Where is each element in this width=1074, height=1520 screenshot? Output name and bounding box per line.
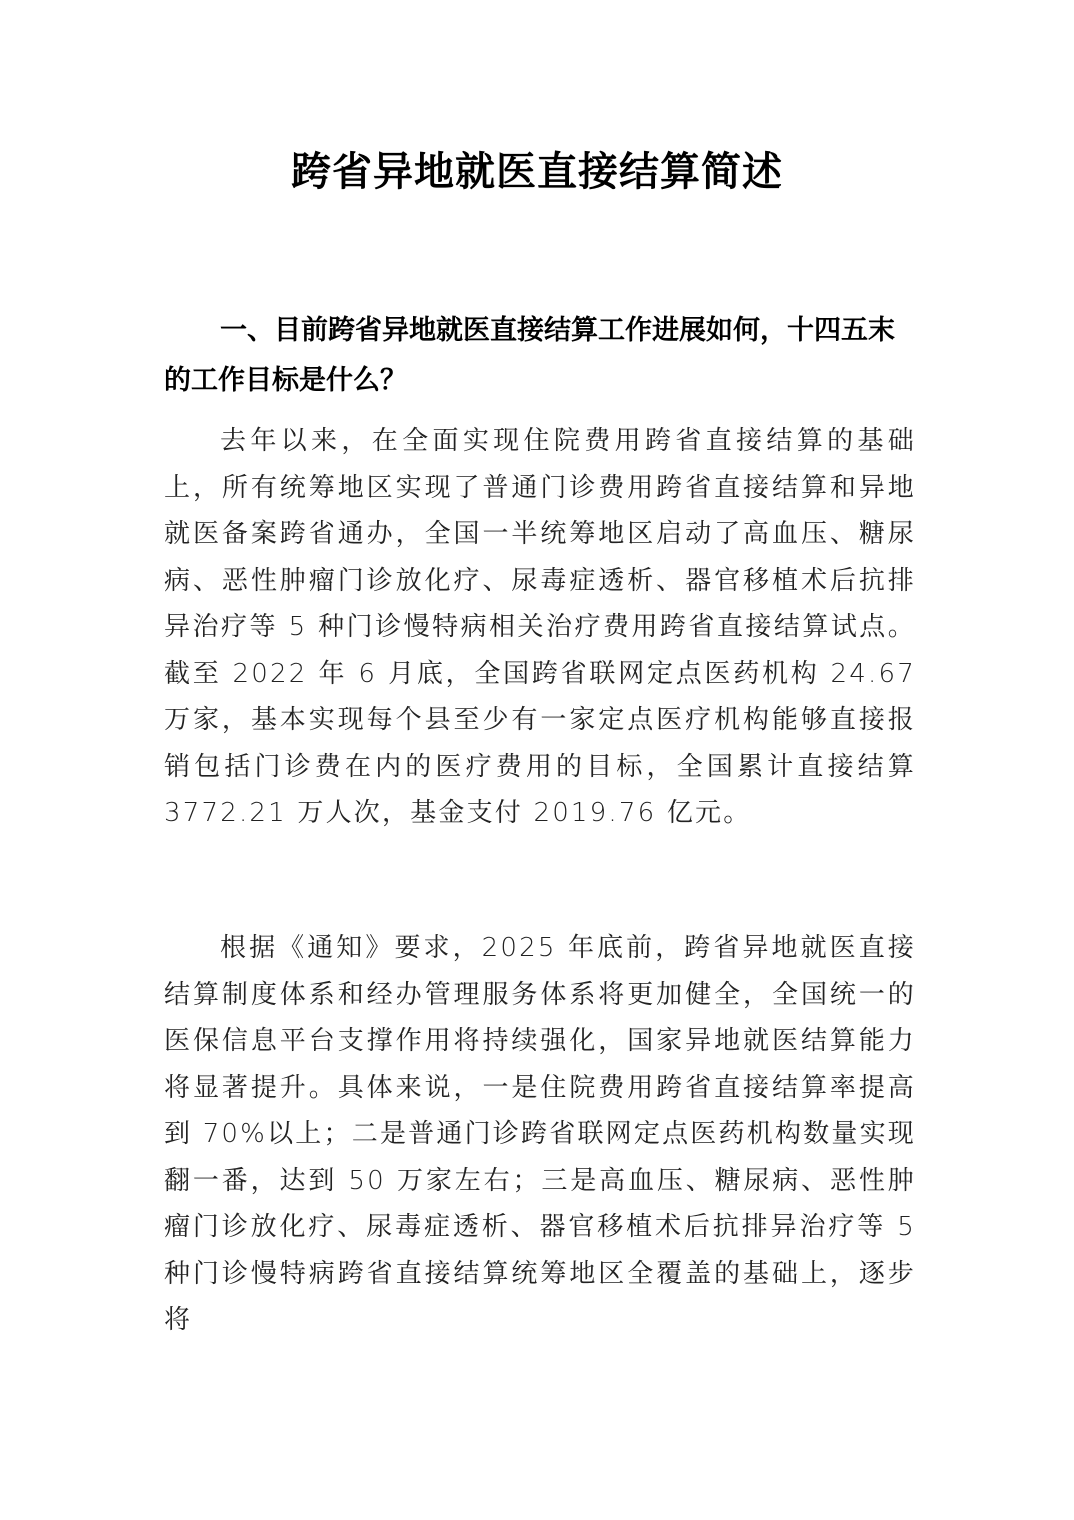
section-heading: 一、目前跨省异地就医直接结算工作进展如何，十四五末的工作目标是什么？ xyxy=(164,315,895,396)
document-title: 跨省异地就医直接结算简述 xyxy=(291,148,783,195)
body-paragraph-progress: 去年以来，在全面实现住院费用跨省直接结算的基础上，所有统筹地区实现了普通门诊费用跨省直接结算和异地就医备案跨省通办，全国一半统筹地区启动了高血压、糖尿病、恶性肿瘤门诊放化疗、尿毒症透析、器官移植术后抗排异治疗等 5 种门诊慢特病相关治疗费用跨省直接结算试点。截至 2022 年 6 月底，全国跨省联网定点医药机构 24.67 万家，基本实现每个县至少有一家定点医疗机构能够直接报销包括门诊费在内的医疗费用的目标，全国累计直接结算 3772.21 万人次，基金支付 2019.76 亿元。 xyxy=(164,426,916,828)
body-paragraph-goals: 根据《通知》要求，2025 年底前，跨省异地就医直接结算制度体系和经办管理服务体系将更加健全，全国统一的医保信息平台支撑作用将持续强化，国家异地就医结算能力将显著提升。具体来说，一是住院费用跨省直接结算率提高到 70%以上；二是普通门诊跨省联网定点医药机构数量实现翻一番，达到 50 万家左右；三是高血压、糖尿病、恶性肿瘤门诊放化疗、尿毒症透析、器官移植术后抗排异治疗等 5 种门诊慢特病跨省直接结算统筹地区全覆盖的基础上，逐步将 xyxy=(164,933,916,1335)
